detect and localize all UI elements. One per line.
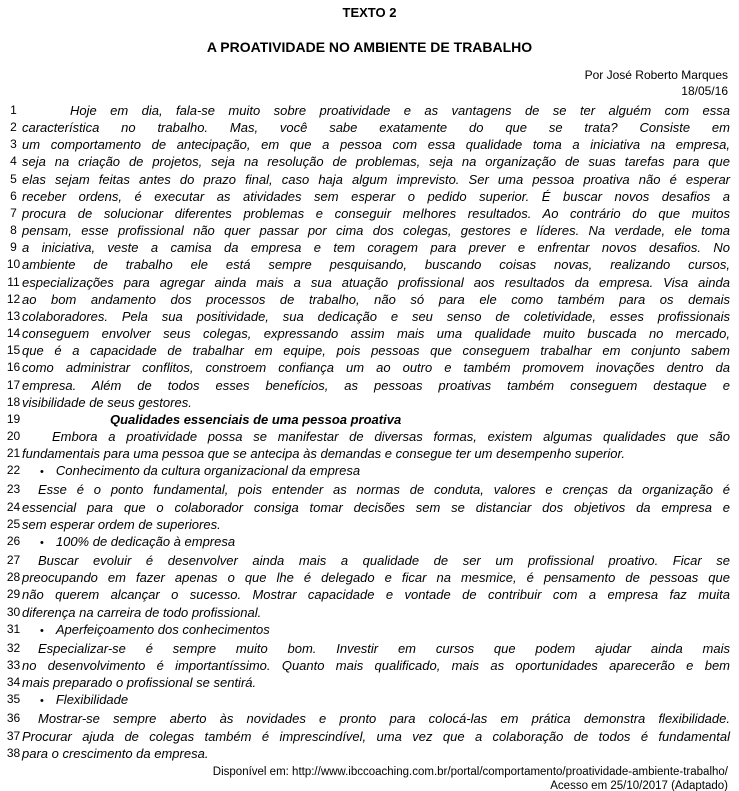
text-line: [5, 119, 730, 136]
line-number: 10: [6, 257, 21, 272]
text-line: [5, 394, 730, 411]
line-number: 22: [6, 463, 21, 478]
line-number: 12: [6, 291, 21, 306]
bullet-text: Conhecimento da cultura organizacional da empresa: [55, 463, 361, 479]
source-citation-block: [0, 765, 739, 791]
text-line: [5, 481, 730, 498]
line-text: Hoje em dia, fala-se muito sobre proatividade e as vantagens de se ter alguém com essa: [70, 103, 730, 118]
line-number: 32: [6, 640, 21, 655]
text-line: [5, 516, 730, 533]
line-number: 11: [7, 274, 20, 289]
text-line: [5, 604, 730, 621]
bullet-text: 100% de dedicação à empresa: [55, 533, 236, 549]
line-text: característica no trabalho. Mas, você sabe exatamente do que se trata? Consiste em: [22, 120, 730, 136]
line-number: 35: [6, 692, 21, 707]
line-number: 6: [10, 188, 17, 203]
text-line: [5, 308, 730, 325]
line-text: Mostrar-se sempre aberto às novidades e pronto para colocá-las em prática demonstra flexibilidade.: [38, 711, 730, 727]
text-line: [5, 188, 730, 205]
line-number: 30: [6, 604, 21, 619]
line-number: 15: [6, 343, 21, 358]
text-line: [5, 411, 730, 428]
text-line: [5, 657, 730, 674]
line-number: 1: [10, 103, 17, 117]
line-text: não querem alcançar o sucesso. Mostrar capacidade e vontade de contribuir com a empresa faz muita: [22, 587, 730, 603]
text-line: [5, 569, 730, 586]
text-line: [5, 621, 730, 640]
line-text: ao bom andamento dos processos de trabalho, não só para ele como também para os demais: [22, 291, 730, 307]
text-line: [5, 728, 730, 745]
text-line: [5, 342, 730, 359]
line-text: que é a capacidade de trabalhar em equipe, pois pessoas que conseguem trabalhar em conjunto sabem: [22, 343, 730, 359]
publication-date: 18/05/16: [681, 84, 728, 98]
line-text: ambiente de trabalho ele está sempre pesquisando, buscando coisas novas, realizando cursos,: [22, 257, 730, 273]
text-line: [5, 710, 730, 727]
line-number: 28: [6, 570, 21, 585]
text-line: [5, 136, 730, 153]
bullet-item: [22, 462, 730, 481]
author-byline: Por José Roberto Marques: [584, 68, 728, 82]
text-line: [5, 499, 730, 516]
line-number: 19: [6, 411, 21, 426]
line-text: seja na criação de projetos, seja na resolução de problemas, seja na organização de suas tarefas para que: [22, 154, 730, 170]
text-line: [5, 239, 730, 256]
line-text: fundamentais para uma pessoa que se antecipa às demandas e consegue ter um desempenho superior.: [22, 446, 625, 462]
bullet-item: [22, 621, 730, 640]
text-line: [5, 462, 730, 481]
text-line: [5, 291, 730, 308]
line-number: 5: [10, 171, 17, 186]
line-text: colaboradores. Pela sua positividade, sua dedicação e seu senso de coletividade, esses profissionais: [22, 308, 730, 324]
line-text: visibilidade de seus gestores.: [22, 394, 192, 410]
document-kicker: TEXTO 2: [342, 5, 397, 20]
access-note: Acesso em 25/10/2017 (Adaptado): [550, 779, 728, 791]
text-line: [5, 674, 730, 691]
line-text: empresa. Além de todos esses benefícios, as pessoas proativas também conseguem destaque e: [22, 377, 730, 393]
text-line: [5, 377, 730, 394]
line-text: mais preparado o profissional se sentirá.: [22, 675, 257, 691]
line-number: 9: [10, 240, 17, 255]
line-number: 26: [6, 533, 21, 548]
section-heading: Qualidades essenciais de uma pessoa proativa: [110, 411, 402, 427]
line-number: 21: [6, 446, 21, 461]
source-url: Disponível em: http://www.ibccoaching.com.br/portal/comportamento/proatividade-ambiente-trabalho/: [212, 765, 728, 778]
line-text: Especializar-se é sempre muito bom. Investir em cursos que podem ajudar ainda mais: [38, 640, 730, 656]
line-number: 16: [6, 360, 21, 375]
text-line: [5, 640, 730, 657]
line-number: 14: [6, 326, 21, 341]
line-number: 2: [10, 120, 17, 135]
bullet-icon: •: [40, 536, 44, 549]
line-text: pensam, esse profissional não quer passar por cima dos colegas, gestores e líderes. Na verdade, ele toma: [22, 223, 730, 239]
line-text: diferença na carreira de todo profissional.: [22, 604, 262, 620]
line-number: 38: [6, 745, 21, 760]
bullet-icon: •: [40, 466, 44, 479]
line-number: 7: [10, 205, 17, 220]
line-number: 36: [6, 711, 21, 726]
line-number: 29: [6, 587, 21, 602]
line-text: um comportamento de antecipação, em que a pessoa com essa qualidade toma a iniciativa na empresa,: [22, 137, 730, 153]
line-number: 31: [6, 621, 21, 636]
text-line: [5, 445, 730, 462]
page-title: A PROATIVIDADE NO AMBIENTE DE TRABALHO: [206, 39, 533, 55]
line-number: 37: [6, 728, 21, 743]
text-line: [5, 359, 730, 376]
bullet-text: Aperfeiçoamento dos conhecimentos: [55, 621, 270, 637]
text-line: [5, 222, 730, 239]
line-text: receber ordens, é executar as atividades sem esperar o pedido superior. É buscar novos desafios a: [22, 188, 730, 204]
bullet-icon: •: [40, 695, 44, 708]
line-text: no desenvolvimento é importantíssimo. Quanto mais qualificado, mais as oportunidades aparecerão e bem: [22, 658, 730, 673]
line-text: preocupando em fazer apenas o que lhe é delegado e ficar na mesmice, é pensamento de pessoas que: [22, 570, 730, 586]
line-number: 3: [10, 137, 17, 152]
line-number: 18: [6, 394, 21, 409]
text-line: [5, 428, 730, 445]
line-text: para o crescimento da empresa.: [22, 745, 209, 761]
line-number: 34: [6, 675, 21, 690]
line-text: Esse é o ponto fundamental, pois entender as normas de conduta, valores e crenças da organização é: [38, 482, 730, 498]
line-number: 27: [6, 553, 21, 568]
text-line: [5, 552, 730, 569]
line-number: 25: [6, 516, 21, 531]
line-text: Embora a proatividade possa se manifestar de diversas formas, existem algumas qualidades que são: [52, 428, 730, 444]
line-number: 13: [6, 308, 21, 323]
line-text: Buscar evoluir é desenvolver ainda mais a qualidade de ser um profissional proativo. Ficar se: [38, 553, 730, 569]
line-text: a iniciativa, veste a camisa da empresa e tem coragem para prever e enfrentar novos desafios. No: [22, 240, 730, 256]
line-text: como administrar conflitos, constroem confiança um ao outro e também promovem inovações dentro da: [22, 360, 730, 376]
text-line: [5, 586, 730, 603]
line-text: Procurar ajuda de colegas também é imprescindível, uma vez que a colaboração de todos é fundamental: [22, 728, 730, 744]
line-text: essencial para que o colaborador consiga tomar decisões sem se distanciar dos objetivos da empresa e: [22, 499, 730, 515]
text-line: [5, 102, 730, 119]
text-body: [0, 102, 739, 762]
bullet-item: [22, 533, 730, 552]
bullet-icon: •: [40, 624, 44, 637]
line-number: 24: [6, 499, 21, 514]
line-text: especializações para agregar ainda mais a sua atuação profissional aos resultados da empresa. Visa ainda: [22, 274, 730, 290]
text-line: [5, 205, 730, 222]
text-line: [5, 256, 730, 273]
line-text: sem esperar ordem de superiores.: [22, 516, 221, 532]
text-line: [5, 745, 730, 762]
line-number: 4: [10, 154, 17, 169]
text-line: [5, 153, 730, 170]
text-line: [5, 171, 730, 188]
line-number: 23: [6, 482, 21, 497]
line-number: 20: [6, 428, 21, 443]
line-number: 8: [10, 223, 17, 238]
bullet-text: Flexibilidade: [55, 692, 129, 708]
line-text: conseguem envolver seus colegas, expressando assim mais uma qualidade muito buscada no mercado,: [22, 326, 730, 342]
bullet-item: [22, 691, 730, 710]
text-line: [5, 533, 730, 552]
line-text: elas sejam feitas antes do prazo final, caso haja algum imprevisto. Ser uma pessoa proativa não é esperar: [22, 171, 730, 187]
line-text: procura de solucionar diferentes problemas e conseguir melhores resultados. Ao contrário do que muitos: [22, 205, 730, 221]
line-number: 33: [6, 658, 21, 672]
line-number: 17: [6, 377, 21, 392]
text-line: [5, 274, 730, 291]
text-line: [5, 325, 730, 342]
text-line: [5, 691, 730, 710]
